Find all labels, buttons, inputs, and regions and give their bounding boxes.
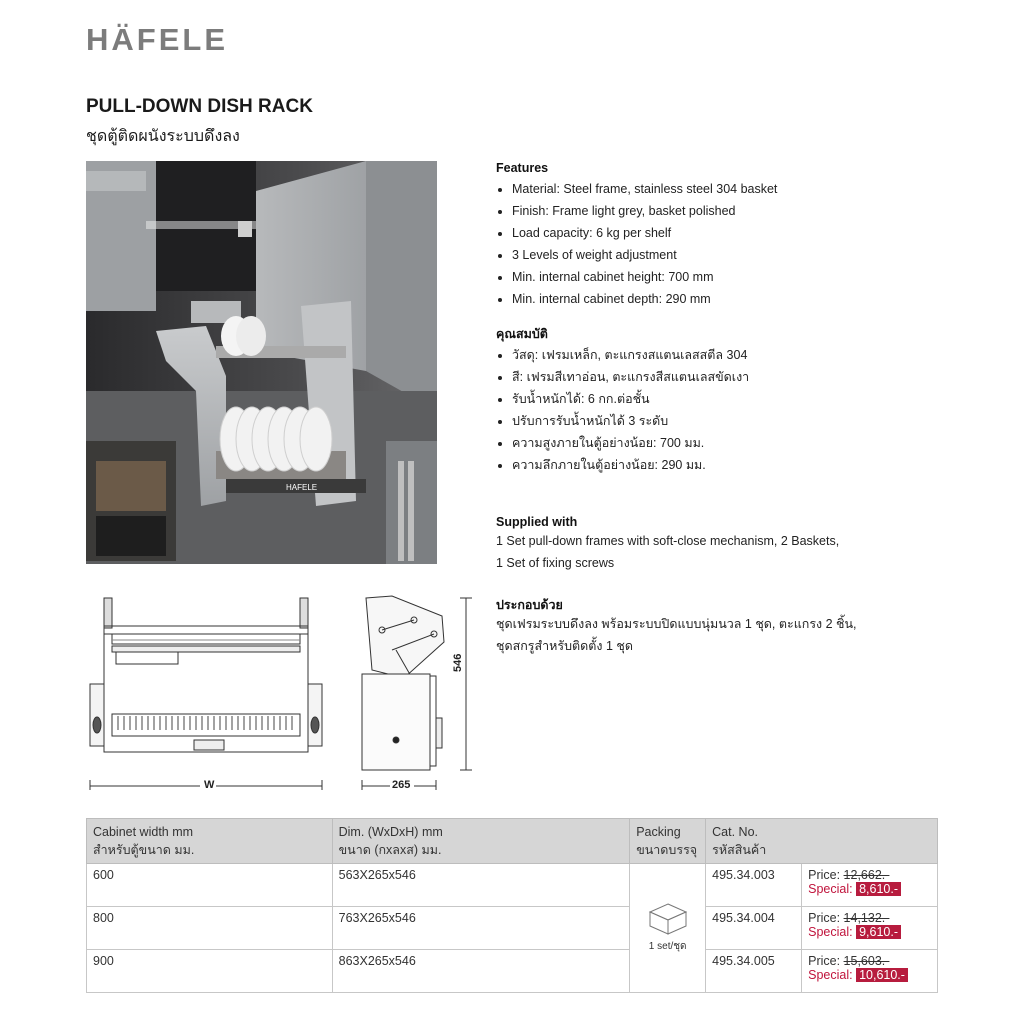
supplied-th-section bbox=[496, 597, 857, 657]
feature-item: • Min. internal cabinet depth: 290 mm bbox=[512, 288, 777, 310]
header-cabinet-width: Cabinet width mm สำหรับตู้ขนาด มม. bbox=[87, 819, 333, 864]
height-dimension-label: 546 bbox=[452, 653, 464, 672]
supplied-line: 1 Set of fixing screws bbox=[496, 556, 615, 570]
feature-th-item: • วัสดุ: เฟรมเหล็ก, ตะแกรงสแตนเลสสตีล 304 bbox=[512, 344, 749, 366]
cell-price: Price: 14,132.- Special: 9,610.- bbox=[802, 907, 938, 950]
features-heading: Features bbox=[496, 161, 549, 175]
old-price: 12,662.- bbox=[843, 868, 890, 882]
supplied-heading: Supplied with bbox=[496, 515, 578, 529]
feature-th-item: • สี: เฟรมสีเทาอ่อน, ตะแกรงสีสแตนเลสขัดเงา bbox=[512, 366, 749, 388]
logo-text: HÄFELE bbox=[86, 22, 228, 57]
cell-packing bbox=[630, 864, 706, 993]
feature-th-item: • ความลึกภายในตู้อย่างน้อย: 290 มม. bbox=[512, 454, 749, 476]
feature-th-item: • รับน้ำหนักได้: 6 กก.ต่อชั้น bbox=[512, 388, 749, 410]
side-view-drawing bbox=[352, 590, 482, 795]
cell-width: 600 bbox=[87, 864, 333, 907]
features-th-heading: คุณสมบัติ bbox=[496, 327, 548, 341]
supplied-th-line: ชุดเฟรมระบบดึงลง พร้อมระบบปิดแบบนุ่มนวล 1 ชุด, ตะแกรง 2 ชิ้น, bbox=[496, 617, 857, 631]
table-row bbox=[87, 950, 938, 993]
feature-th-item: • ความสูงภายในตู้อย่างน้อย: 700 มม. bbox=[512, 432, 749, 454]
special-price: 8,610.- bbox=[856, 882, 901, 896]
hafele-logo bbox=[86, 22, 228, 58]
cell-dim: 563X265x546 bbox=[332, 864, 630, 907]
packing-label: 1 set/ชุด bbox=[648, 941, 687, 952]
feature-item: • Material: Steel frame, stainless steel 304 basket bbox=[512, 178, 777, 200]
cell-width: 800 bbox=[87, 907, 333, 950]
feature-item: • Finish: Frame light grey, basket polished bbox=[512, 200, 777, 222]
feature-th-item: • ปรับการรับน้ำหนักได้ 3 ระดับ bbox=[512, 410, 749, 432]
table-row bbox=[87, 864, 938, 907]
cell-cat-no: 495.34.004 bbox=[706, 907, 802, 950]
spec-table bbox=[86, 818, 938, 993]
old-price: 14,132.- bbox=[843, 911, 890, 925]
depth-dimension-label: 265 bbox=[392, 779, 411, 791]
cell-dim: 763X265x546 bbox=[332, 907, 630, 950]
table-header-row bbox=[87, 819, 938, 864]
cell-width: 900 bbox=[87, 950, 333, 993]
product-photo bbox=[86, 161, 437, 564]
special-price: 10,610.- bbox=[856, 968, 908, 982]
box-icon bbox=[648, 902, 688, 936]
features-th-section bbox=[496, 326, 749, 476]
header-cat-no: Cat. No. รหัสสินค้า bbox=[706, 819, 938, 864]
cell-cat-no: 495.34.003 bbox=[706, 864, 802, 907]
header-packing: Packing ขนาดบรรจุ bbox=[630, 819, 706, 864]
width-dimension-label: W bbox=[204, 779, 215, 791]
rack-brand-label: HAFELE bbox=[286, 483, 318, 492]
feature-item: • Min. internal cabinet height: 700 mm bbox=[512, 266, 777, 288]
features-th-list bbox=[496, 344, 749, 476]
supplied-section bbox=[496, 514, 839, 574]
cell-price: Price: 15,603.- Special: 10,610.- bbox=[802, 950, 938, 993]
front-view-drawing bbox=[82, 590, 342, 795]
supplied-th-heading: ประกอบด้วย bbox=[496, 598, 563, 612]
features-list bbox=[496, 178, 777, 310]
supplied-line: 1 Set pull-down frames with soft-close mechanism, 2 Baskets, bbox=[496, 534, 840, 548]
special-price: 9,610.- bbox=[856, 925, 901, 939]
header-dimensions: Dim. (WxDxH) mm ขนาด (กxลxส) มม. bbox=[332, 819, 630, 864]
old-price: 15,603.- bbox=[843, 954, 890, 968]
cell-dim: 863X265x546 bbox=[332, 950, 630, 993]
supplied-th-line: ชุดสกรูสำหรับติดตั้ง 1 ชุด bbox=[496, 639, 634, 653]
feature-item: • Load capacity: 6 kg per shelf bbox=[512, 222, 777, 244]
table-row bbox=[87, 907, 938, 950]
features-section bbox=[496, 160, 777, 310]
product-subtitle: ชุดตู้ติดผนังระบบดึงลง bbox=[86, 128, 240, 145]
product-title: PULL-DOWN DISH RACK bbox=[86, 96, 313, 117]
cell-cat-no: 495.34.005 bbox=[706, 950, 802, 993]
cell-price: Price: 12,662.- Special: 8,610.- bbox=[802, 864, 938, 907]
feature-item: • 3 Levels of weight adjustment bbox=[512, 244, 777, 266]
